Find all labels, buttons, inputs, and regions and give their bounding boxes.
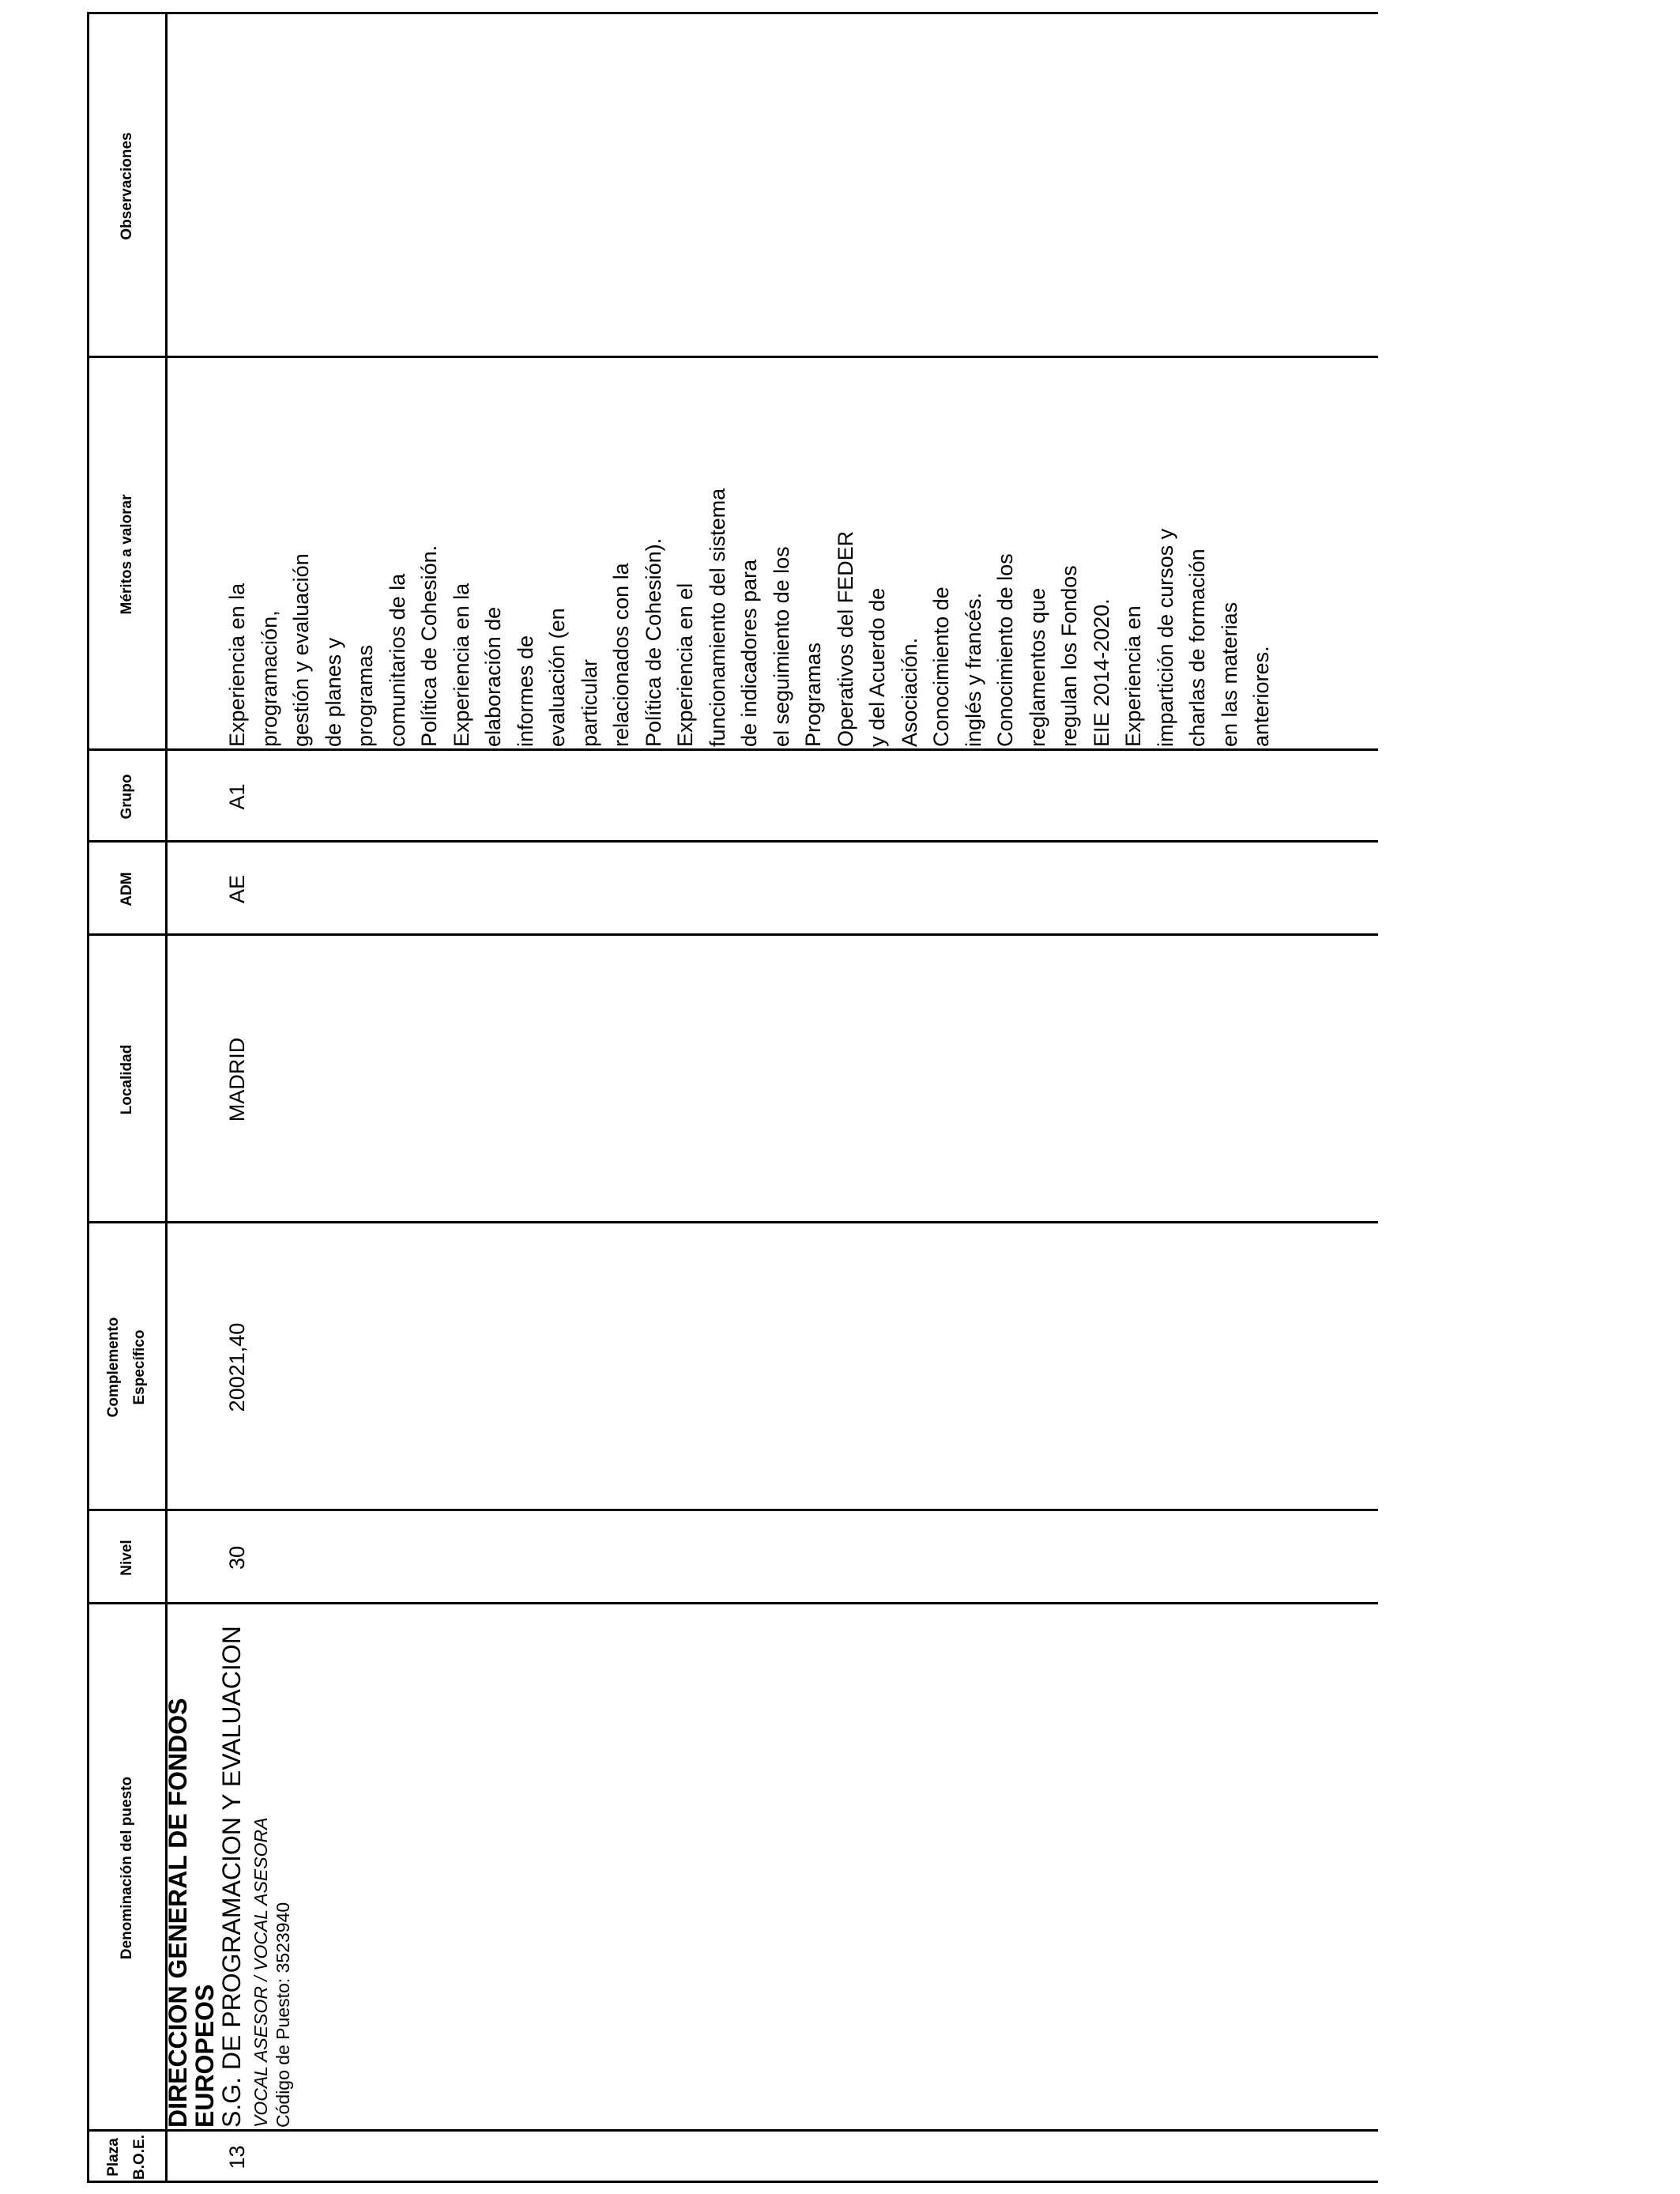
column-divider [87, 1221, 1378, 1223]
header-localidad [87, 936, 166, 1223]
cell-plaza: 13 [225, 2145, 249, 2169]
header-complemento-line1: Complemento [105, 1317, 122, 1418]
table-border-left [87, 2181, 1378, 2183]
header-grupo-label: Grupo [118, 774, 135, 820]
merits-line: en las materias [1217, 601, 1241, 747]
cell-localidad: MADRID [225, 1037, 249, 1122]
cell-complemento: 20021,40 [225, 1322, 249, 1412]
header-plaza-line1: Plaza [105, 2138, 122, 2177]
merits-line: regulan los Fondos [1057, 565, 1081, 747]
cell-meritos [221, 360, 1278, 747]
merits-line: y del Acuerdo de [865, 587, 889, 747]
merits-line: informes de [513, 635, 537, 747]
header-localidad-label: Localidad [118, 1044, 135, 1115]
merits-line: Política de Cohesión). [641, 537, 665, 747]
subdireccion-name: S.G. DE PROGRAMACION Y EVALUACION [217, 1626, 246, 2128]
merits-line: Asociación. [897, 637, 921, 747]
merits-line: impartición de cursos y [1153, 528, 1177, 747]
merits-line: Programas [801, 642, 825, 747]
column-divider [87, 1602, 1378, 1604]
header-nivel [87, 1511, 166, 1604]
merits-line: de planes y [321, 637, 345, 747]
merits-line: Conocimiento de [929, 586, 953, 747]
cell-denominacion [164, 1606, 294, 2128]
merits-line: funcionamiento del sistema [705, 488, 729, 747]
merits-line: Experiencia en el [673, 582, 697, 747]
merits-line: Experiencia en [1121, 605, 1145, 747]
direccion-general-name: DIRECCION GENERAL DE FONDOS EUROPEOS [164, 1698, 219, 2128]
merits-line: relacionados con la [609, 563, 633, 747]
column-divider [87, 933, 1378, 936]
header-observaciones [87, 14, 166, 358]
merits-line: evaluación (en [545, 608, 569, 747]
merits-line: de indicadores para [737, 559, 761, 747]
header-nivel-label: Nivel [118, 1540, 135, 1576]
cell-grupo: A1 [225, 783, 249, 810]
header-adm-label: ADM [118, 872, 135, 907]
merits-line: programación, [257, 610, 281, 747]
column-divider [87, 2129, 1378, 2132]
merits-line: Experiencia en la [449, 582, 473, 747]
merits-line: Conocimiento de los [993, 553, 1017, 747]
merits-line: anteriores. [1249, 646, 1273, 747]
merits-line: el seguimiento de los [769, 546, 793, 747]
merits-line: comunitarios de la [385, 573, 409, 747]
header-observaciones-label: Observaciones [118, 132, 135, 240]
merits-line: inglés y francés. [961, 592, 985, 747]
header-denominacion-label: Denominación del puesto [118, 1776, 135, 1960]
header-grupo [87, 751, 166, 843]
merits-line: gestión y evaluación [289, 553, 313, 747]
merits-line: EIE 2014-2020. [1089, 598, 1113, 747]
header-denominacion [87, 1604, 166, 2132]
merits-line: reglamentos que [1025, 587, 1049, 747]
table-border-right [87, 12, 1378, 14]
merits-line: charlas de formación [1185, 548, 1209, 747]
column-divider [87, 748, 1378, 751]
merits-line: Operativos del FEDER [833, 530, 857, 747]
header-adm [87, 843, 166, 936]
merits-line: elaboración de [481, 606, 505, 747]
header-plaza-line2: B.O.E. [131, 2135, 148, 2181]
header-complemento-line2: Específico [131, 1329, 148, 1405]
table-sheet [87, 12, 1378, 2183]
header-complemento [87, 1223, 166, 1511]
column-divider [87, 1509, 1378, 1511]
merits-line: Experiencia en la [225, 582, 249, 747]
header-meritos-label: Méritos a valorar [118, 494, 135, 615]
merits-line: programas [353, 644, 377, 747]
column-divider [87, 840, 1378, 843]
codigo-puesto: Código de Puesto: 3523940 [273, 1902, 293, 2128]
puesto-name: VOCAL ASESOR / VOCAL ASESORA [250, 1817, 271, 2128]
column-divider [87, 356, 1378, 358]
cell-adm: AE [225, 874, 249, 904]
header-plaza [87, 2132, 166, 2183]
header-meritos [87, 358, 166, 751]
merits-line: Política de Cohesión. [417, 545, 441, 747]
cell-nivel: 30 [225, 1545, 249, 1570]
merits-line: particular [577, 658, 601, 747]
